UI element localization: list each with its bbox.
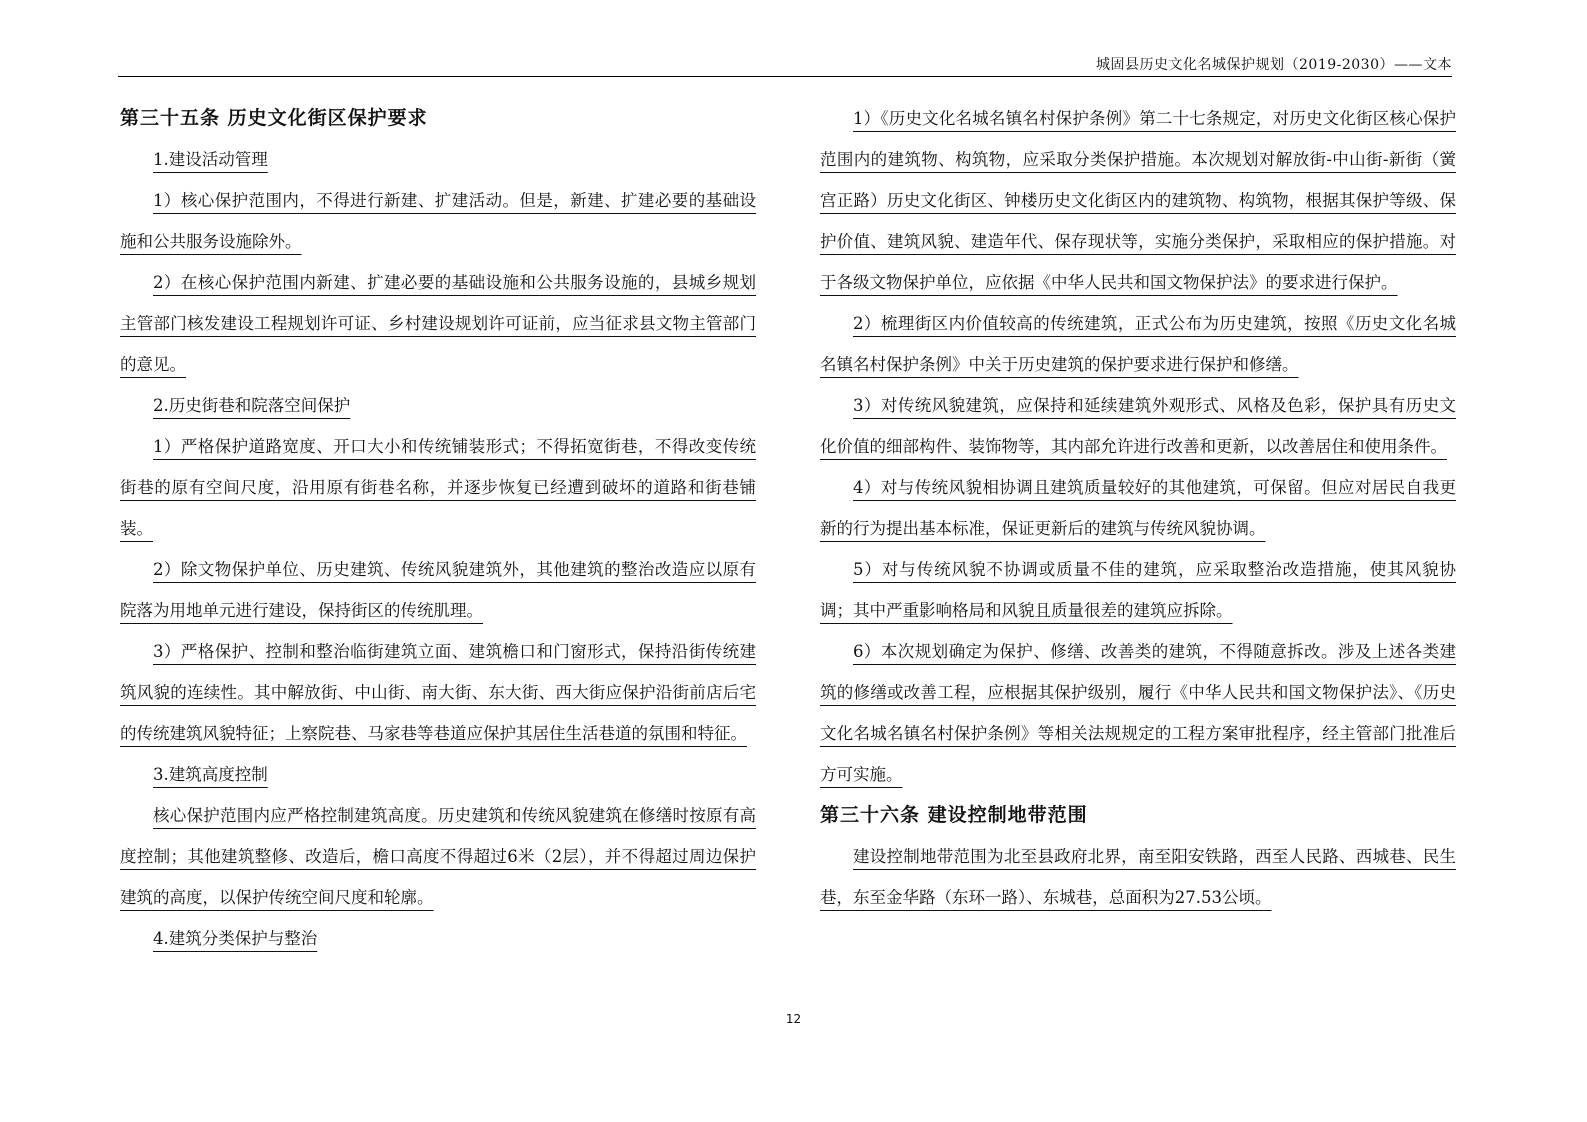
paragraph: 3）对传统风貌建筑，应保持和延续建筑外观形式、风格及色彩，保护具有历史文化价值的细部构件、装饰物等，其内部允许进行改善和更新，以改善居住和使用条件。 <box>820 396 1456 456</box>
paragraph: 6）本次规划确定为保护、修缮、改善类的建筑，不得随意拆改。涉及上述各类建筑的修缮或改善工程，应根据其保护级别，履行《中华人民共和国文物保护法》、《历史文化名城名镇名村保护条例》等相关法规规定的工程方案审批程序，经主管部门批准后方可实施。 <box>820 642 1456 784</box>
paragraph: 核心保护范围内应严格控制建筑高度。历史建筑和传统风貌建筑在修缮时按原有高度控制；其他建筑整修、改造后，檐口高度不得超过6米（2层），并不得超过周边保护建筑的高度，以保护传统空间尺度和轮廓。 <box>120 806 756 907</box>
header-rule <box>118 76 1452 77</box>
running-header: 城固县历史文化名城保护规划（2019-2030）——文本 <box>1096 57 1452 73</box>
paragraph: 1）《历史文化名城名镇名村保护条例》第二十七条规定，对历史文化街区核心保护范围内的建筑物、构筑物，应采取分类保护措施。本次规划对解放街-中山街-新街（黉宫正路）历史文化街区、钟楼历史文化街区内的建筑物、构筑物，根据其保护等级、保护价值、建筑风貌、建造年代、保存现状等，实施分类保护，采取相应的保护措施。对于各级文物保护单位，应依据《中华人民共和国文物保护法》的要求进行保护。 <box>820 109 1456 292</box>
right-column <box>820 98 1456 918</box>
paragraph: 5）对与传统风貌不协调或质量不佳的建筑，应采取整治改造措施，使其风貌协调；其中严重影响格局和风貌且质量很差的建筑应拆除。 <box>820 560 1456 620</box>
paragraph: 3.建筑高度控制 <box>153 765 268 784</box>
paragraph: 2.历史街巷和院落空间保护 <box>153 396 351 415</box>
paragraph: 1.建设活动管理 <box>153 150 268 169</box>
article-35-heading: 第三十五条 历史文化街区保护要求 <box>120 107 428 129</box>
paragraph: 4.建筑分类保护与整治 <box>153 929 318 948</box>
paragraph: 2）在核心保护范围内新建、扩建必要的基础设施和公共服务设施的，县城乡规划主管部门核发建设工程规划许可证、乡村建设规划许可证前，应当征求县文物主管部门的意见。 <box>120 273 756 374</box>
left-column <box>120 98 756 959</box>
paragraph: 建设控制地带范围为北至县政府北界，南至阳安铁路，西至人民路、西城巷、民生巷，东至金华路（东环一路）、东城巷，总面积为27.53公顷。 <box>820 847 1456 907</box>
paragraph: 1）严格保护道路宽度、开口大小和传统铺装形式；不得拓宽街巷，不得改变传统街巷的原有空间尺度，沿用原有街巷名称，并逐步恢复已经遭到破坏的道路和街巷铺装。 <box>120 437 756 538</box>
paragraph: 2）除文物保护单位、历史建筑、传统风貌建筑外，其他建筑的整治改造应以原有院落为用地单元进行建设，保持街区的传统肌理。 <box>120 560 756 620</box>
paragraph: 3）严格保护、控制和整治临街建筑立面、建筑檐口和门窗形式，保持沿街传统建筑风貌的连续性。其中解放街、中山街、南大街、东大街、西大街应保护沿街前店后宅的传统建筑风貌特征；上察院巷、马家巷等巷道应保护其居住生活巷道的氛围和特征。 <box>120 642 756 743</box>
paragraph: 1）核心保护范围内，不得进行新建、扩建活动。但是，新建、扩建必要的基础设施和公共服务设施除外。 <box>120 191 756 251</box>
paragraph: 2）梳理街区内价值较高的传统建筑，正式公布为历史建筑，按照《历史文化名城名镇名村保护条例》中关于历史建筑的保护要求进行保护和修缮。 <box>820 314 1456 374</box>
page-number: 12 <box>785 1012 802 1026</box>
article-36-heading: 第三十六条 建设控制地带范围 <box>820 804 1088 826</box>
paragraph: 4）对与传统风貌相协调且建筑质量较好的其他建筑，可保留。但应对居民自我更新的行为提出基本标准，保证更新后的建筑与传统风貌协调。 <box>820 478 1456 538</box>
